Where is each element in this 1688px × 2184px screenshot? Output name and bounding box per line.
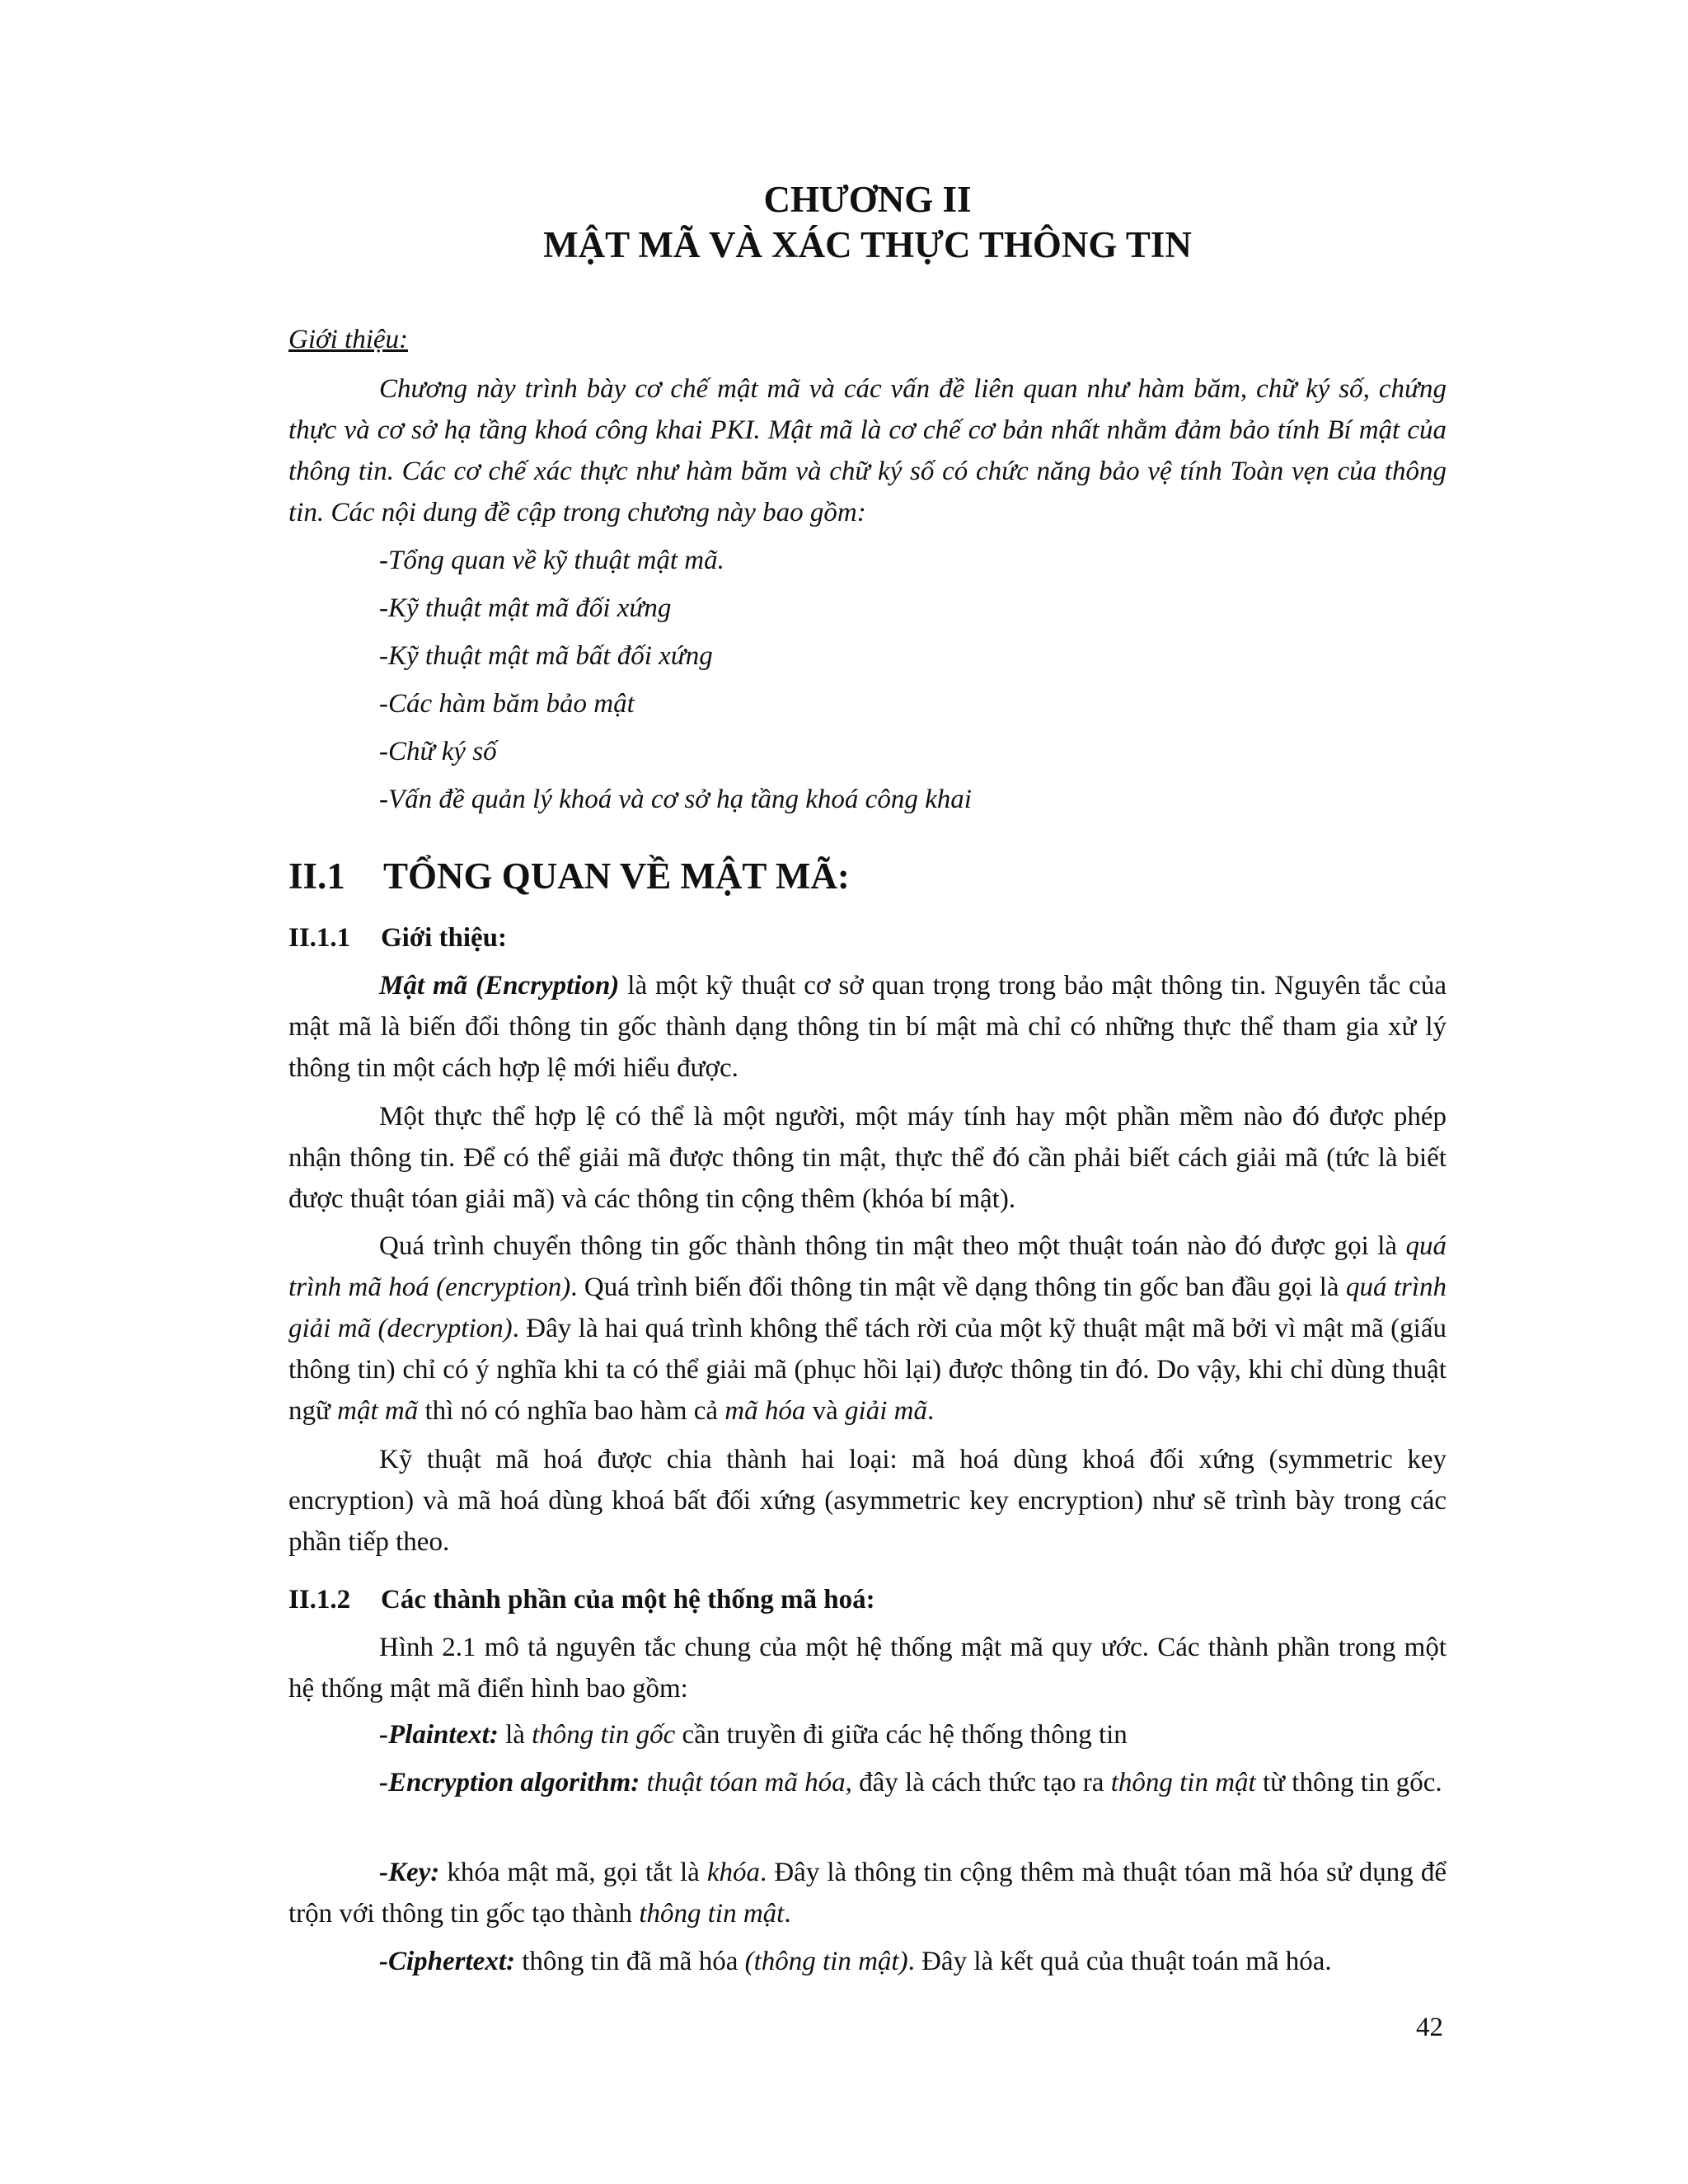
text-run: Quá trình chuyển thông tin gốc thành thông tin mật theo một thuật toán nào đó được gọi là — [379, 1231, 1406, 1261]
italic-term: (thông tin mật) — [744, 1947, 908, 1976]
text-run: khóa mật mã, gọi tắt là — [439, 1858, 707, 1887]
text-run: . — [784, 1899, 791, 1929]
paragraph: Một thực thể hợp lệ có thể là một người, một máy tính hay một phần mềm nào đó được phép nhận thông tin. Để có thể giải mã được thông tin mật, thực thể đó cần phải biết cách giải mã (tức là biết được thuật tóan giải mã) và các thông tin cộng thêm (khóa bí mật). — [288, 1102, 1447, 1214]
text-run: là — [498, 1720, 532, 1750]
intro-list-item: -Kỹ thuật mật mã đối xứng — [379, 593, 672, 623]
intro-list-item: -Các hàm băm bảo mật — [379, 689, 635, 719]
italic-term: mã hóa — [724, 1396, 806, 1426]
subsection-number: II.1.2 — [288, 1585, 351, 1615]
term: -Encryption algorithm: — [379, 1768, 640, 1797]
term: -Ciphertext: — [379, 1947, 515, 1976]
paragraph: Hình 2.1 mô tả nguyên tắc chung của một hệ thống mật mã quy ước. Các thành phần trong một hệ thống mật mã điển hình bao gồm: — [288, 1633, 1447, 1704]
section-number: II.1 — [288, 855, 345, 897]
definition-plaintext — [288, 1714, 1447, 1755]
term: Mật mã (Encryption) — [379, 971, 620, 1001]
text-run: từ thông tin gốc. — [1255, 1768, 1442, 1797]
subsection-heading — [288, 1583, 1447, 1616]
text-run: . Đây là hai quá trình không thể tách rời của một kỹ thuật mật mã bởi vì mật mã (giấu thông tin) chỉ có ý nghĩa khi ta có thể giải mã (phục hồi lại) được thông tin đó. Do vậy, khi chỉ dùng thuật ngữ — [288, 1314, 1447, 1426]
page-number: 42 — [1416, 2013, 1443, 2042]
text-run: . Đây là kết quả của thuật toán mã hóa. — [907, 1947, 1332, 1976]
intro-list-item: -Chữ ký số — [379, 737, 497, 766]
definition-ciphertext — [288, 1941, 1447, 1982]
italic-term: thông tin mật — [1110, 1768, 1256, 1797]
chapter-number: CHƯƠNG II — [763, 179, 972, 220]
text-run: . Quá trình biến đổi thông tin mật về dạng thông tin gốc ban đầu gọi là — [570, 1272, 1346, 1302]
definition-encryption-algorithm — [288, 1762, 1447, 1803]
intro-list-item: -Kỹ thuật mật mã bất đối xứng — [379, 641, 713, 671]
intro-list-item: -Tổng quan về kỹ thuật mật mã. — [379, 546, 724, 575]
chapter-name: MẬT MÃ VÀ XÁC THỰC THÔNG TIN — [543, 224, 1192, 265]
text-run: và — [805, 1396, 846, 1426]
italic-term: mật mã — [337, 1396, 419, 1426]
text-run: thì nó có nghĩa bao hàm cả — [418, 1396, 725, 1426]
italic-term: quá trình giải mã (decryption) — [288, 1272, 1447, 1343]
text-run: . — [926, 1396, 935, 1426]
subsection-number: II.1.1 — [288, 923, 351, 953]
term: -Key: — [379, 1858, 440, 1887]
intro-paragraph: Chương này trình bày cơ chế mật mã và các vấn đề liên quan như hàm băm, chữ ký số, chứng thực và cơ sở hạ tầng khoá công khai PKI. Mật mã là cơ chế cơ bản nhất nhằm đảm bảo tính Bí mật của thông tin. Các cơ chế xác thực như hàm băm và chữ ký số có chức năng bảo vệ tính Toàn vẹn của thông tin. Các nội dung đề cập trong chương này bao gồm: — [288, 374, 1447, 527]
subsection-title: Giới thiệu: — [381, 923, 508, 953]
paragraph — [288, 1226, 1447, 1432]
subsection-heading — [288, 921, 1447, 954]
subsection-title: Các thành phần của một hệ thống mã hoá: — [381, 1585, 875, 1615]
text-run: là một kỹ thuật cơ sở quan trọng trong bảo mật thông tin. Nguyên tắc của mật mã là biến đổi thông tin gốc thành dạng thông tin bí mật mà chỉ có những thực thể tham gia xử lý thông tin một cách hợp lệ mới hiểu được. — [288, 971, 1447, 1083]
text-run: , đây là cách thức tạo ra — [845, 1768, 1111, 1797]
intro-label: Giới thiệu: — [288, 325, 409, 354]
chapter-title — [288, 177, 1447, 268]
italic-term: thuật tóan mã hóa — [646, 1768, 846, 1797]
text-run: . Đây là thông tin cộng thêm mà thuật tóan mã hóa sử dụng để trộn với thông tin gốc tạo thành — [288, 1858, 1447, 1929]
text-run — [640, 1768, 646, 1797]
section-title: TỔNG QUAN VỀ MẬT MÃ: — [383, 855, 850, 897]
term: -Plaintext: — [379, 1720, 499, 1750]
text-run: thông tin đã mã hóa — [514, 1947, 745, 1976]
italic-term: thông tin mật — [639, 1899, 785, 1929]
section-heading — [288, 855, 1447, 898]
italic-term: thông tin gốc — [532, 1720, 676, 1750]
definition-key — [288, 1852, 1447, 1934]
paragraph: Kỹ thuật mã hoá được chia thành hai loại: mã hoá dùng khoá đối xứng (symmetric key encryption) và mã hoá dùng khoá bất đối xứng (asymmetric key encryption) như sẽ trình bày trong các phần tiếp theo. — [288, 1445, 1447, 1557]
italic-term: khóa — [706, 1858, 761, 1887]
italic-term: quá trình mã hoá (encryption) — [288, 1231, 1447, 1302]
paragraph — [288, 965, 1447, 1089]
text-run: cần truyền đi giữa các hệ thống thông tin — [675, 1720, 1128, 1750]
italic-term: giải mã — [845, 1396, 927, 1426]
intro-list-item: -Vấn đề quản lý khoá và cơ sở hạ tầng khoá công khai — [379, 785, 972, 814]
